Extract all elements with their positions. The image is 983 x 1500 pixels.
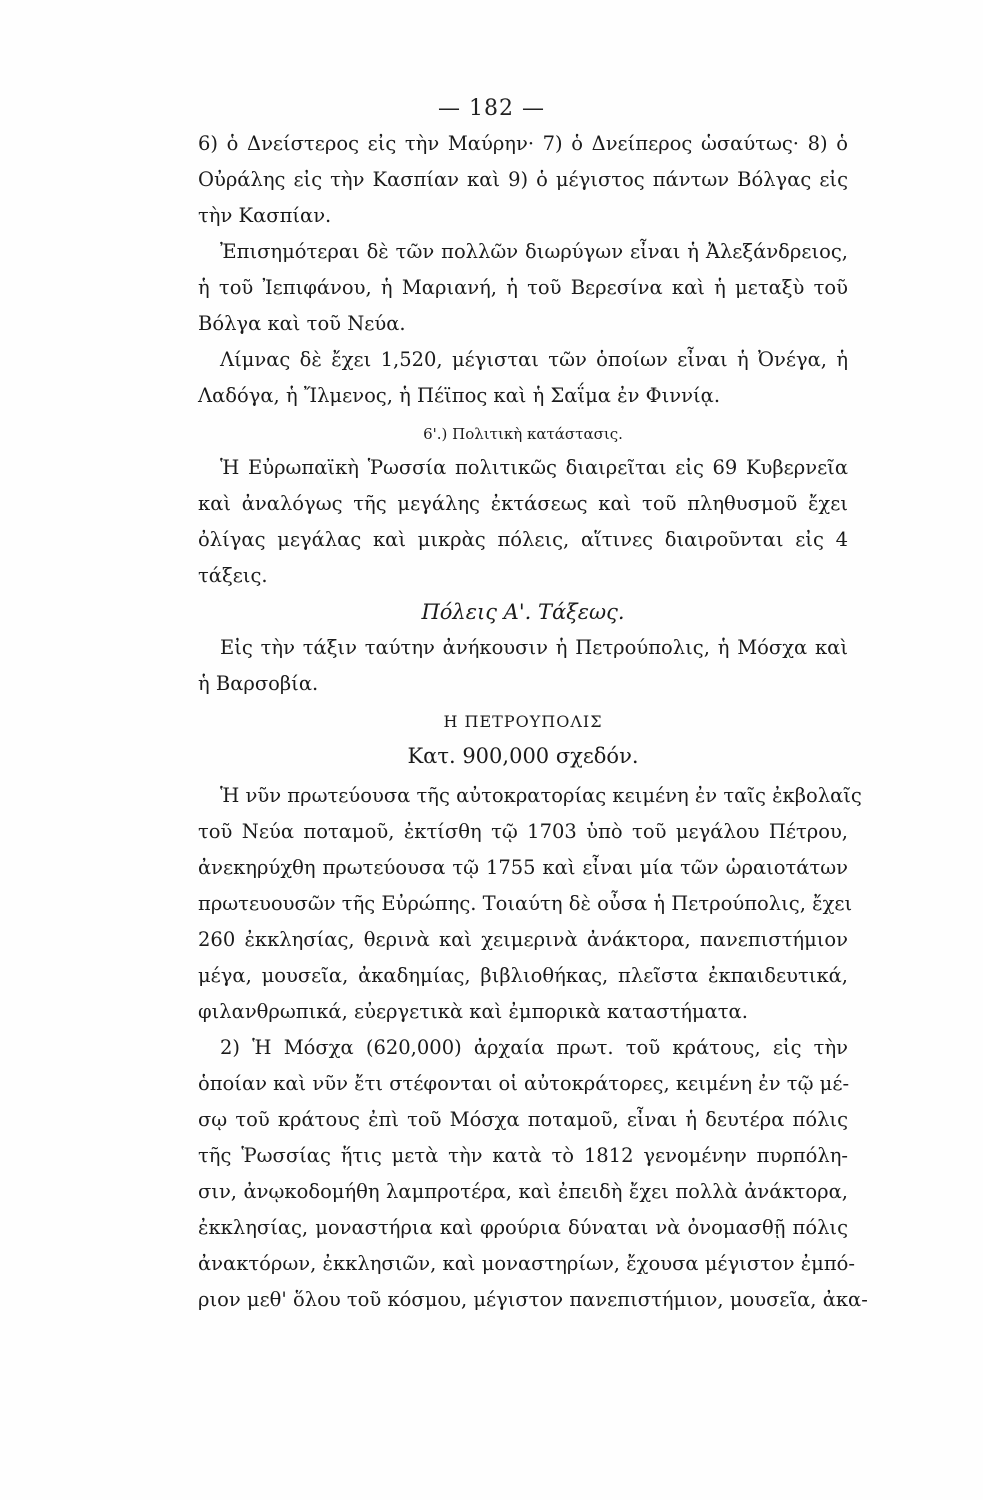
text-line: Εἰς τὴν τάξιν ταύτην ἀνήκουσιν ἡ Πετρούπολις, ἡ Μόσχα καὶ (220, 636, 848, 659)
text-line: Ἐπισημότεραι δὲ τῶν πολλῶν διωρύγων εἶναι ἡ Ἀλεξάνδρειος, (220, 240, 848, 263)
text-line: τὴν Κασπίαν. (198, 204, 332, 227)
city-heading: Η ΠΕΤΡΟΥΠΟΛΙΣ (443, 712, 603, 731)
text-line: Ἡ νῦν πρωτεύουσα τῆς αὐτοκρατορίας κειμένη ἐν ταῖς ἐκβολαῖς (220, 784, 862, 807)
section-heading: 6'.) Πολιτικὴ κατάστασις. (423, 425, 623, 443)
text-line: σῳ τοῦ κράτους ἐπὶ τοῦ Μόσχα ποταμοῦ, εἶναι ἡ δευτέρα πόλις (198, 1108, 848, 1131)
text-line: ὀλίγας μεγάλας καὶ μικρὰς πόλεις, αἵτινες διαιροῦνται εἰς 4 (198, 528, 848, 551)
text-line: Λαδόγα, ἡ Ἴλμενος, ἡ Πέϊπος καὶ ἡ Σαΐμα ἐν Φιννίᾳ. (198, 384, 721, 407)
text-line: 260 ἐκκλησίας, θερινὰ καὶ χειμερινὰ ἀνάκτορα, πανεπιστήμιον (198, 928, 848, 951)
text-line: ἐκκλησίας, μοναστήρια καὶ φρούρια δύναται νὰ ὀνομασθῇ πόλις (198, 1216, 848, 1239)
text-line: τοῦ Νεύα ποταμοῦ, ἐκτίσθη τῷ 1703 ὑπὸ τοῦ μεγάλου Πέτρου, (198, 820, 848, 843)
text-line: ἡ Βαρσοβία. (198, 672, 319, 695)
text-line: ἡ τοῦ Ἰεπιφάνου, ἡ Μαριανή, ἡ τοῦ Βερεσίνα καὶ ἡ μεταξὺ τοῦ (198, 276, 848, 299)
text-line: ριον μεθ' ὅλου τοῦ κόσμου, μέγιστον πανεπιστήμιον, μουσεῖα, ἀκα- (198, 1288, 868, 1311)
text-line: Ἡ Εὐρωπαϊκὴ Ῥωσσία πολιτικῶς διαιρεῖται εἰς 69 Κυβερνεῖα (220, 456, 848, 479)
page-text (198, 126, 868, 1318)
text-line: σιν, ἀνῳκοδομήθη λαμπροτέρα, καὶ ἐπειδὴ ἔχει πολλὰ ἀνάκτορα, (198, 1180, 848, 1203)
text-line: πρωτευουσῶν τῆς Εὐρώπης. Τοιαύτη δὲ οὖσα ἡ Πετρούπολις, ἔχει (198, 892, 853, 915)
text-line: Λίμνας δὲ ἔχει 1,520, μέγισται τῶν ὁποίων εἶναι ἡ Ὀνέγα, ἡ (220, 348, 848, 371)
page-number: — 182 — (438, 96, 545, 121)
text-line: τῆς Ῥωσσίας ἥτις μετὰ τὴν κατὰ τὸ 1812 γενομένην πυρπόλη- (198, 1144, 848, 1167)
text-line: 2) Ἡ Μόσχα (620,000) ἀρχαία πρωτ. τοῦ κράτους, εἰς τὴν (220, 1036, 848, 1059)
text-line: Οὐράλης εἰς τὴν Κασπίαν καὶ 9) ὁ μέγιστος πάντων Βόλγας εἰς (198, 168, 848, 191)
text-line: μέγα, μουσεῖα, ἀκαδημίας, βιβλιοθήκας, πλεῖστα ἐκπαιδευτικά, (198, 964, 848, 987)
text-line: ἀνακτόρων, ἐκκλησιῶν, καὶ μοναστηρίων, ἔχουσα μέγιστον ἐμπό- (198, 1252, 855, 1275)
text-line: 6) ὁ Δνείστερος εἰς τὴν Μαύρην· 7) ὁ Δνείπερος ὡσαύτως· 8) ὁ (198, 132, 848, 155)
text-line: ἀνεκηρύχθη πρωτεύουσα τῷ 1755 καὶ εἶναι μία τῶν ὡραιοτάτων (198, 856, 848, 879)
text-line: ὁποίαν καὶ νῦν ἔτι στέφονται οἱ αὐτοκράτορες, κειμένη ἐν τῷ μέ- (198, 1072, 850, 1095)
text-line: καὶ ἀναλόγως τῆς μεγάλης ἐκτάσεως καὶ τοῦ πληθυσμοῦ ἔχει (198, 492, 848, 515)
city-population: Κατ. 900,000 σχεδόν. (407, 744, 639, 768)
text-line: φιλανθρωπικά, εὐεργετικὰ καὶ ἐμπορικὰ καταστήματα. (198, 1000, 748, 1023)
subsection-heading: Πόλεις Α'. Τάξεως. (421, 600, 625, 624)
text-line: Βόλγα καὶ τοῦ Νεύα. (198, 312, 406, 335)
text-line: τάξεις. (198, 564, 268, 587)
